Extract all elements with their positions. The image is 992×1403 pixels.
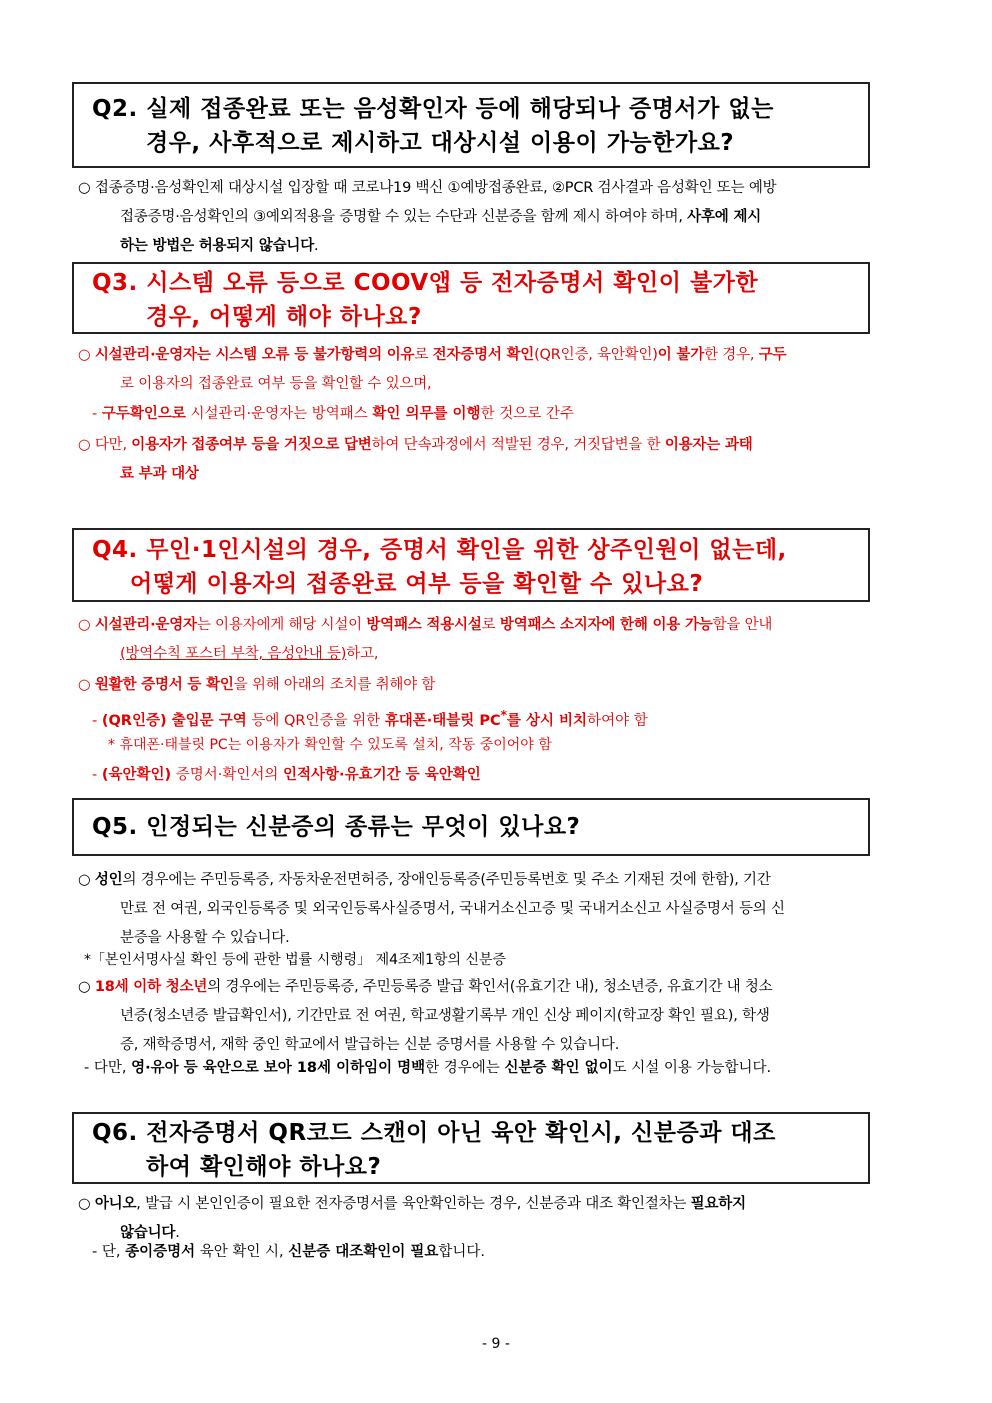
q3-text-1: 로 (414, 347, 433, 363)
bullet: ○ (78, 347, 95, 363)
q6-sub-1 (92, 1238, 485, 1267)
q4-a2-text: 을 위해 아래의 조치를 취해야 함 (233, 677, 436, 693)
dash: - (92, 767, 102, 783)
q4-note: * 휴대폰·태블릿 PC는 이용자가 확인할 수 있도록 설치, 작동 중이어야 함 (108, 737, 552, 753)
q4-question-box (72, 528, 870, 602)
q2-answer (78, 174, 924, 261)
q6-sub-bold-1: 종이증명서 (125, 1244, 196, 1260)
q4-text-1: 는 이용자에게 해당 시설이 (196, 617, 367, 633)
q5-a2-text: 의 경우에는 주민등록증, 주민등록증 발급 확인서(유효기간 내), 청소년증, 유효기간 내 청소 (207, 979, 773, 995)
q5-answer-2-line2: 년증(청소년증 발급확인서), 기간만료 전 여권, 학교생활기록부 개인 신상 페이지(학교장 확인 필요), 학생 (120, 1008, 770, 1024)
q4-text-4: 하고, (346, 646, 379, 662)
q6-text-1: , 발급 시 본인인증이 필요한 전자증명서를 육안확인하는 경우, 신분증과 대조 확인절차는 (136, 1196, 691, 1212)
q3-bold-1: 시설관리·운영자는 시스템 오류 등 불가항력의 이유 (94, 347, 415, 363)
q5-answer-2-line3: 증, 재학증명서, 재학 중인 학교에서 발급하는 신분 증명서를 사용할 수 있습니다. (120, 1037, 620, 1053)
q6-sub-text-2: 합니다. (438, 1244, 486, 1260)
q6-bold-1: 아니오 (94, 1196, 137, 1212)
q3-sub-text-1: 시설관리·운영자는 방역패스 (185, 406, 373, 422)
q3-a2-bold-2: 이용자는 과태 (664, 437, 753, 453)
q5-bold-1: 성인 (94, 872, 123, 888)
q3-answer-2-line2: 료 부과 대상 (120, 466, 199, 482)
q4-sub2-bold-2: 인적사항·유효기간 등 육안확인 (283, 767, 481, 783)
q3-bold-4: 구두 (758, 347, 787, 363)
q3-sub-bold-1: 구두확인으로 (101, 406, 186, 422)
q4-bold-2: 방역패스 적용시설 (366, 617, 482, 633)
q4-sub-text-2: 하여야 함 (587, 712, 648, 729)
dash: - (92, 406, 102, 422)
q6-answer-1-line1 (78, 1190, 924, 1219)
q6-sub-bold-2: 신분증 대조확인이 필요 (288, 1244, 439, 1260)
q5-title-line1: Q5. 인정되는 신분증의 종류는 무엇이 있나요? (92, 814, 581, 840)
q3-answer-2 (78, 431, 924, 489)
bullet: ○ (78, 617, 95, 633)
q6-bold-3: 않습니다 (120, 1225, 176, 1241)
q6-sub-text-1: 육안 확인 시, (195, 1244, 289, 1260)
q3-title-line2: 경우, 어떻게 해야 하나요? (146, 304, 422, 330)
bullet: ○ (78, 979, 95, 995)
q5-sub-text-1: 한 경우에는 (425, 1060, 505, 1076)
q6-bold-2: 필요하지 (690, 1196, 746, 1212)
q4-sub-bold-1: (QR인증) 출입문 구역 (101, 712, 247, 729)
q4-title-line1: Q4. 무인·1인시설의 경우, 증명서 확인을 위한 상주인원이 없는데, (92, 537, 787, 563)
q4-sub-text-1: 등에 QR인증을 위한 (246, 712, 385, 729)
q4-text-3: 함을 안내 (712, 617, 773, 633)
q5-answer-1-line1 (78, 866, 924, 895)
q4-answer-1-line1 (78, 611, 924, 640)
q5-sub-bold-1: 영·유아 등 육안으로 보아 18세 이하임이 명백 (131, 1060, 426, 1076)
q6-title-line2: 하여 확인해야 하나요? (146, 1154, 382, 1180)
q3-answer-1-line1 (78, 341, 924, 370)
q3-answer-1 (78, 341, 924, 399)
q2-answer-end: . (314, 238, 319, 254)
q4-answer-2 (78, 671, 924, 700)
q4-bold-1: 시설관리·운영자 (94, 617, 197, 633)
q3-bold-2: 전자증명서 확인 (432, 347, 535, 363)
q2-answer-line1: ○ 접종증명·음성확인제 대상시설 입장할 때 코로나19 백신 ①예방접종완료, ②PCR 검사결과 음성확인 또는 예방 (78, 180, 777, 196)
q3-sub-text-2: 한 것으로 간주 (480, 406, 574, 422)
q4-title-line2: 어떻게 이용자의 접종완료 여부 등을 확인할 수 있나요? (130, 571, 704, 597)
q3-a2-text-1: 하여 단속과정에서 적발된 경우, 거짓답변을 한 (371, 437, 665, 453)
q4-a2-bold: 원활한 증명서 등 확인 (94, 677, 234, 693)
q4-text-2: 로 (481, 617, 500, 633)
q3-text-3: 한 경우, (704, 347, 759, 363)
q3-text-2: (QR인증, 육안확인) (534, 347, 658, 363)
q5-sub-1 (84, 1054, 771, 1083)
q4-sub-bold-3: 를 상시 비치 (506, 712, 588, 729)
page-number: - 9 - (482, 1336, 510, 1352)
q2-answer-bold: 사후에 제시 (687, 209, 762, 225)
q3-question-box (72, 262, 870, 334)
q3-answer-2-line1 (78, 431, 924, 460)
q2-answer-bold-2: 하는 방법은 허용되지 않습니다 (120, 238, 315, 254)
q5-answer-1-line2: 만료 전 여권, 외국인등록증 및 외국인등록사실증명서, 국내거소신고증 및 국내거소신고 사실증명서 등의 신 (120, 901, 785, 917)
q5-sub-bold-2: 신분증 확인 없이 (504, 1060, 613, 1076)
q2-answer-line2 (78, 203, 924, 232)
q5-question-box (72, 798, 870, 856)
q3-sub-1 (92, 400, 574, 429)
q4-answer-1-line2 (78, 640, 924, 669)
q5-text-1: 의 경우에는 주민등록증, 자동차운전면허증, 장애인등록증(주민등록번호 및 주소 기재된 것에 한함), 기간 (122, 872, 771, 888)
q3-bold-3: 이 불가 (657, 347, 705, 363)
q4-sub-2 (92, 761, 481, 790)
q6-text-2: . (175, 1225, 180, 1241)
q5-answer-1 (78, 866, 924, 953)
q4-answer-2-line1 (78, 671, 924, 700)
q4-underlined: (방역수칙 포스터 부착, 음성안내 등) (120, 646, 347, 662)
q5-sub-text-2: 도 시설 이용 가능합니다. (612, 1060, 772, 1076)
q5-sub-text-0: - 다만, (84, 1060, 132, 1076)
q2-title-line1: Q2. 실제 접종완료 또는 음성확인자 등에 해당되나 증명서가 없는 (92, 96, 774, 122)
bullet: ○ 다만, (78, 437, 132, 453)
q4-footnote-mark: * (500, 708, 507, 722)
q2-answer-text: 접종증명·음성확인의 ③예외적용을 증명할 수 있는 수단과 신분증을 함께 제시 하여야 하며, (120, 209, 688, 225)
q4-answer-1 (78, 611, 924, 669)
q3-title-line1: Q3. 시스템 오류 등으로 COOV앱 등 전자증명서 확인이 불가한 (92, 270, 759, 296)
q3-sub-bold-2: 확인 의무를 이행 (372, 406, 481, 422)
q5-answer-2 (78, 973, 924, 1060)
q3-a2-bold-1: 이용자가 접종여부 등을 거짓으로 답변 (131, 437, 372, 453)
q5-note: *「본인서명사실 확인 등에 관한 법률 시행령」 제4조제1항의 신분증 (84, 952, 507, 968)
q6-title-line1: Q6. 전자증명서 QR코드 스캔이 아닌 육안 확인시, 신분증과 대조 (92, 1120, 776, 1146)
q6-question-box (72, 1112, 870, 1184)
q5-answer-1-line3: 분증을 사용할 수 있습니다. (120, 930, 290, 946)
bullet: ○ (78, 677, 95, 693)
q5-answer-2-line1 (78, 973, 924, 1002)
bullet: ○ (78, 872, 95, 888)
bullet: ○ (78, 1196, 95, 1212)
q2-question-box (72, 82, 870, 168)
q4-sub-bold-2: 휴대폰·태블릿 PC (384, 712, 501, 729)
q4-sub2-bold-1: (육안확인) (101, 767, 172, 783)
q6-sub-text-0: - 단, (92, 1244, 126, 1260)
q4-sub2-text: 증명서·확인서의 (171, 767, 284, 783)
dash: - (92, 712, 102, 729)
q4-bold-3: 방역패스 소지자에 한해 이용 가능 (499, 617, 713, 633)
q2-answer-line3 (78, 232, 924, 261)
q5-a2-bold: 18세 이하 청소년 (94, 979, 208, 995)
q2-title-line2: 경우, 사후적으로 제시하고 대상시설 이용이 가능한가요? (146, 130, 735, 156)
q3-answer-1-line2: 로 이용자의 접종완료 여부 등을 확인할 수 있으며, (120, 376, 432, 392)
